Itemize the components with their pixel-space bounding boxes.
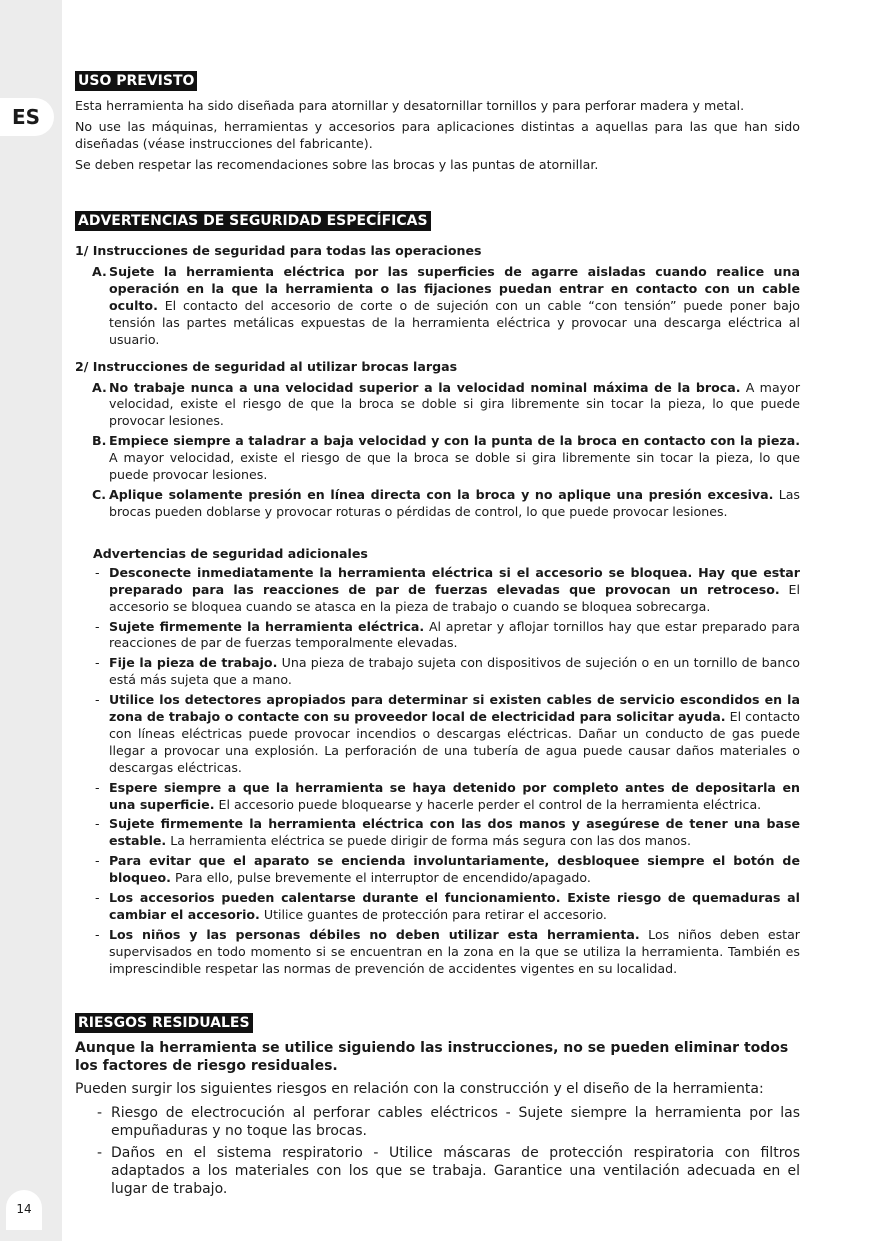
list-marker: C. (92, 486, 107, 502)
item-bold-text: Aplique solamente presión en línea directa con la broca y no aplique una presión excesiva. (109, 486, 774, 502)
list-item (75, 433, 800, 484)
page-content (75, 70, 800, 1198)
list-item (75, 619, 800, 653)
riesgos-list (75, 1104, 800, 1198)
list-item (75, 692, 800, 777)
item-text: La herramienta eléctrica se puede dirigir de forma más segura con las dos manos. (166, 833, 691, 849)
list-marker: - (95, 618, 100, 634)
item-text: Riesgo de electrocución al perforar cables eléctricos - Sujete siempre la herramienta por las empuñaduras y no toque las brocas. (111, 1104, 800, 1139)
list-marker: - (95, 926, 100, 942)
item-bold-text: Utilice los detectores apropiados para determinar si existen cables de servicio escondidos en la zona de trabajo o contacte con su proveedor local de electricidad para solicitar ayuda. (109, 692, 800, 725)
uso-paragraph-1: Esta herramienta ha sido diseñada para atornillar y desatornillar tornillos y para perforar madera y metal. (75, 98, 745, 113)
list-item (75, 380, 800, 431)
list-marker: - (95, 853, 100, 869)
list-marker: - (95, 655, 100, 671)
item-bold-text: Los accesorios pueden calentarse durante el funcionamiento. Existe riesgo de quemaduras al cambiar el accesorio. (109, 890, 800, 922)
page-number: 14 (6, 1190, 42, 1230)
section-riesgos-residuales (75, 1012, 800, 1198)
list-marker: - (97, 1144, 103, 1161)
item-text: Una pieza de trabajo sujeta con dispositivos de sujeción o en un tornillo de banco está más sujeta que a mano. (109, 655, 800, 688)
list-marker: - (97, 1104, 103, 1121)
subsection-3-title: Advertencias de seguridad adicionales (93, 545, 368, 561)
advertencias-title: ADVERTENCIAS DE SEGURIDAD ESPECÍFICAS (75, 211, 431, 231)
list-item (75, 487, 800, 521)
list-marker: - (95, 779, 100, 795)
uso-paragraph-3: Se deben respetar las recomendaciones sobre las brocas y las puntas de atornillar. (75, 157, 599, 172)
list-item (75, 853, 800, 887)
list-item (75, 927, 800, 978)
list-marker: - (95, 564, 100, 580)
list-marker: - (95, 890, 100, 906)
item-text: A mayor velocidad, existe el riesgo de que la broca se doble si gira libremente sin tocar la pieza, lo que puede provocar lesiones. (109, 450, 800, 483)
section-advertencias (75, 210, 800, 978)
riesgos-intro: Pueden surgir los siguientes riesgos en relación con la construcción y el diseño de la herramienta: (75, 1080, 764, 1097)
item-text: El accesorio puede bloquearse y hacerle perder el control de la herramienta eléctrica. (214, 796, 762, 812)
item-text: Las brocas pueden doblarse y provocar roturas o pérdidas de control, lo que puede provocar lesiones. (109, 486, 800, 519)
uso-title: USO PREVISTO (75, 71, 197, 91)
item-bold-text: Para evitar que el aparato se encienda involuntariamente, desbloquee siempre el botón de bloqueo. (109, 853, 800, 886)
item-bold-text: Sujete la herramienta eléctrica por las superficies de agarre aisladas cuando realice una operación en la que la herramienta o las fijaciones puedan entrar en contacto con un cable oculto. (109, 264, 800, 313)
section-uso-previsto (75, 70, 800, 173)
sidebar (0, 0, 62, 1241)
list-marker: B. (92, 433, 107, 449)
list-marker: A. (92, 264, 107, 279)
list-marker: - (95, 816, 100, 832)
language-tab: ES (0, 98, 54, 136)
subsection-3-list (75, 565, 800, 978)
item-text: Para ello, pulse brevemente el interruptor de encendido/apagado. (170, 870, 591, 886)
item-bold-text: Empiece siempre a taladrar a baja velocidad y con la punta de la broca en contacto con la pieza. (109, 433, 800, 449)
list-item (75, 780, 800, 814)
item-bold-text: Desconecte inmediatamente la herramienta eléctrica si el accesorio se bloquea. Hay que estar preparado para las reacciones de par de fuerzas elevadas que provocan un retroceso. (109, 564, 800, 597)
subsection-2-list (75, 380, 800, 521)
riesgos-lead: Aunque la herramienta se utilice siguiendo las instrucciones, no se pueden eliminar todos los factores de riesgo residuales. (75, 1039, 789, 1074)
item-text: Utilice guantes de protección para retirar el accesorio. (259, 907, 607, 922)
list-item (75, 264, 800, 349)
item-text: El contacto con líneas eléctricas puede provocar incendios o descargas eléctricas. Dañar un conducto de gas puede llegar a provocar una explosión. La perforación de una tubería de agua puede causar daños materiales o descargas eléctricas. (109, 709, 801, 775)
item-text: Los niños deben estar supervisados en todo momento si se encuentran en la zona en la que se utiliza la herramienta. También es imprescindible respetar las normas de prevención de accidentes vigentes en su localidad. (109, 926, 800, 976)
item-bold-text: Sujete firmemente la herramienta eléctrica con las dos manos y asegúrese de tener una base estable. (109, 816, 800, 849)
list-item (75, 1104, 800, 1140)
uso-paragraph-2: No use las máquinas, herramientas y accesorios para aplicaciones distintas a aquellas para las que han sido diseñadas (véase instrucciones del fabricante). (75, 119, 800, 151)
item-bold-text: Espere siempre a que la herramienta se haya detenido por completo antes de depositarla en una superficie. (109, 779, 800, 812)
riesgos-title: RIESGOS RESIDUALES (75, 1013, 253, 1033)
item-text: A mayor velocidad, existe el riesgo de que la broca se doble si gira libremente sin tocar la pieza, lo que puede provocar lesiones. (109, 379, 800, 429)
item-bold-text: Los niños y las personas débiles no deben utilizar esta herramienta. (109, 926, 640, 942)
subsection-1-list (75, 264, 800, 349)
list-marker: - (95, 692, 100, 708)
item-text: El contacto del accesorio de corte o de sujeción con un cable “con tensión” puede poner bajo tensión las partes metálicas expuestas de la herramienta eléctrica y provocar una descarga eléctrica al usuario. (109, 297, 800, 347)
list-item (75, 890, 800, 924)
item-text: Al apretar y aflojar tornillos hay que estar preparado para reacciones de par de fuerzas temporalmente elevadas. (109, 618, 800, 651)
item-text: El accesorio se bloquea cuando se atasca en la pieza de trabajo o cuando se bloquea sobrecarga. (109, 581, 800, 614)
subsection-2-title: 2/ Instrucciones de seguridad al utilizar brocas largas (75, 358, 458, 374)
item-bold-text: Sujete firmemente la herramienta eléctrica. (109, 618, 425, 634)
list-item (75, 1144, 800, 1198)
list-item (75, 565, 800, 616)
subsection-1-title: 1/ Instrucciones de seguridad para todas las operaciones (75, 243, 482, 258)
item-text: Daños en el sistema respiratorio - Utilice máscaras de protección respiratoria con filtros adaptados a los materiales con los que se trabaja. Garantice una ventilación adecuada en el lugar de trabajo. (111, 1144, 800, 1197)
item-bold-text: No trabaje nunca a una velocidad superior a la velocidad nominal máxima de la broca. (109, 379, 741, 395)
list-item (75, 816, 800, 850)
list-marker: A. (92, 379, 107, 395)
list-item (75, 655, 800, 689)
item-bold-text: Fije la pieza de trabajo. (109, 655, 278, 671)
